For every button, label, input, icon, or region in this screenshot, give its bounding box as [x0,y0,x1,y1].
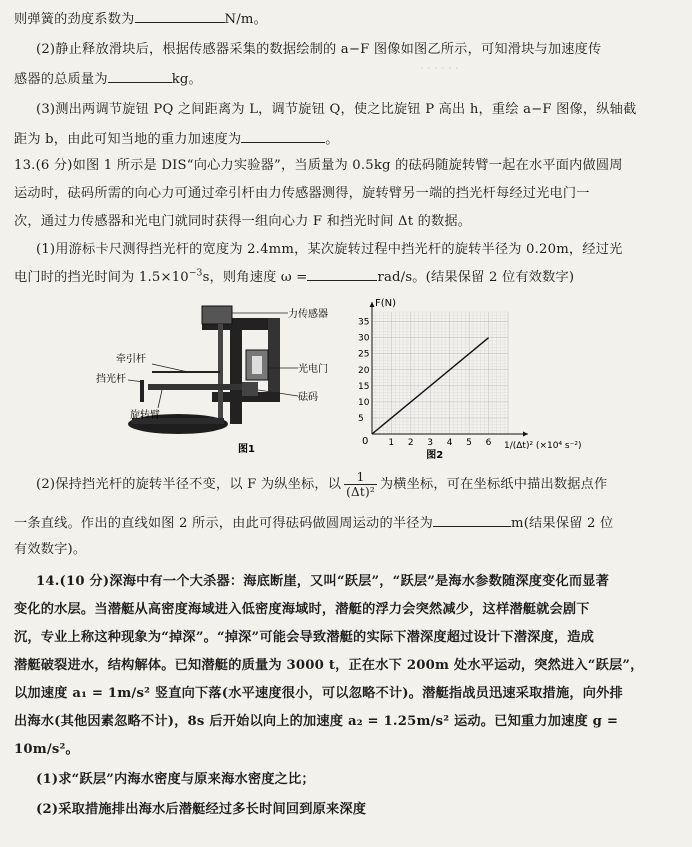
support-post [230,320,242,424]
text-line: 运动时，砝码所需的向心力可通过牵引杆由力传感器测得，旋转臂另一端的挡光杆每经过光电门一 [14,186,590,201]
x-tick-label: 6 [485,438,492,448]
chart-y-label: F(N) [375,298,397,309]
chart-origin-label: 0 [362,436,369,447]
text-line: 感器的总质量为 kg。 [14,68,684,90]
x-tick-label: 2 [407,438,414,448]
text-line: 次，通过力传感器和光电门就同时获得一组向心力 F 和挡光时间 Δt 的数据。 [14,214,472,229]
y-tick-label: 15 [358,381,370,392]
x-axis-arrow [523,432,528,437]
chart-x-label: 1/(Δt)² (×10⁴ s⁻²) [504,441,582,451]
figure-1-apparatus [92,296,328,458]
y-tick-label: 20 [358,365,370,376]
label-light-gate: 光电门 [298,364,328,375]
question-14-title: 14.(10 分)深海中有一个大杀器：海底断崖，又叫“跃层”，“跃层”是海水参数随深度变化而显著 [36,574,610,589]
label-force-sensor: 力传感器 [288,309,328,320]
text-line: (2)静止释放滑块后，根据传感器采集的数据绘制的 a−F 图像如图乙所示，可知滑块与加速度传 [36,42,602,57]
y-tick-label: 35 [358,317,370,328]
text-line: 则弹簧的劲度系数为 N/m。 [14,8,684,30]
text-line: (1)求“跃层”内海水密度与原来海水密度之比； [36,772,315,787]
shade-rod [140,380,144,402]
y-tick-label: 30 [358,333,370,344]
y-axis-arrow [370,302,375,307]
question-13-title: 13.(6 分)如图 1 所示是 DIS“向心力实验器”，当质量为 0.5kg 的砝码随旋转臂一起在水平面内做圆周 [14,158,623,173]
x-tick-label: 4 [446,438,453,448]
rotating-arm [148,384,248,390]
text-line: 以加速度 a₁ = 1m/s² 竖直向下落(水平速度很小，可以忽略不计)。潜艇指战员迅速采取措施，向外排 [14,686,623,701]
chart-grid [372,312,508,434]
y-tick-label: 25 [358,349,370,360]
figure-2-chart [340,296,582,461]
x-tick-label: 3 [427,438,434,448]
text-line: 距为 b，由此可知当地的重力加速度为 。 [14,128,684,150]
x-tick-label: 5 [466,438,472,448]
label-weight: 砝码 [298,392,318,403]
text-line: (2)采取措施排出海水后潜艇经过多长时间回到原来深度 [36,802,367,817]
weight-mass [242,382,258,396]
text-line: 变化的水层。当潜艇从高密度海域进入低密度海域时，潜艇的浮力会突然减少，这样潜艇就会剧下 [14,602,590,617]
figure-1-caption: 图1 [238,444,255,455]
label-shade-rod: 挡光杆 [96,374,126,385]
text-line: (1)用游标卡尺测得挡光杆的宽度为 2.4mm，某次旋转过程中挡光杆的旋转半径为 0.20m，经过光 [36,242,623,257]
force-sensor-block [202,306,232,324]
label-pull-rod: 牵引杆 [116,354,146,365]
x-tick-label: 1 [388,438,395,448]
text-line: 电门时的挡光时间为 $1.5\times 10^{-3}s$，则角速度 ω = rad/s。(结果保留 2 位有效数字) [14,266,684,288]
text-line: (2)保持挡光杆的旋转半径不变，以 F 为纵坐标，以 $\frac{1}{\text{(Δt)²}}$ 为横坐标，可在坐标纸中描出数据点作 [36,470,608,499]
fraction: $\frac{1}{\text{(Δt)²}}$ [346,470,375,499]
label-rotating-arm: 旋转臂 [130,410,160,421]
text-line: 出海水(其他因素忽略不计)，8s 后开始以向上的加速度 a₂ = 1.25m/s² 运动。已知重力加速度 g = [14,714,619,729]
text-line: 10m/s²。 [14,742,79,757]
text-line: 潜艇破裂进水，结构解体。已知潜艇的质量为 3000 t，正在水下 200m 处水平运动，突然进入“跃层”， [14,658,644,673]
y-tick-label: 5 [358,413,364,424]
text-line: 沉，专业上称这种现象为“掉深”。“掉深”可能会导致潜艇的实际下潜深度超过设计下潜深度，造成 [14,630,595,645]
y-tick-label: 10 [358,397,370,408]
bleed-through-text: · · · · · · [420,62,459,75]
text-line: 有效数字)。 [14,542,87,557]
chart-title: 图2 [426,450,444,461]
text-line: (3)测出两调节旋钮 PQ 之间距离为 L，调节旋钮 Q，使之比旋钮 P 高出 h，重绘 a−F 图像，纵轴截 [36,102,637,117]
text-line: 一条直线。作出的直线如图 2 所示，由此可得砝码做圆周运动的半径为 m(结果保留 2 位 [14,512,684,534]
